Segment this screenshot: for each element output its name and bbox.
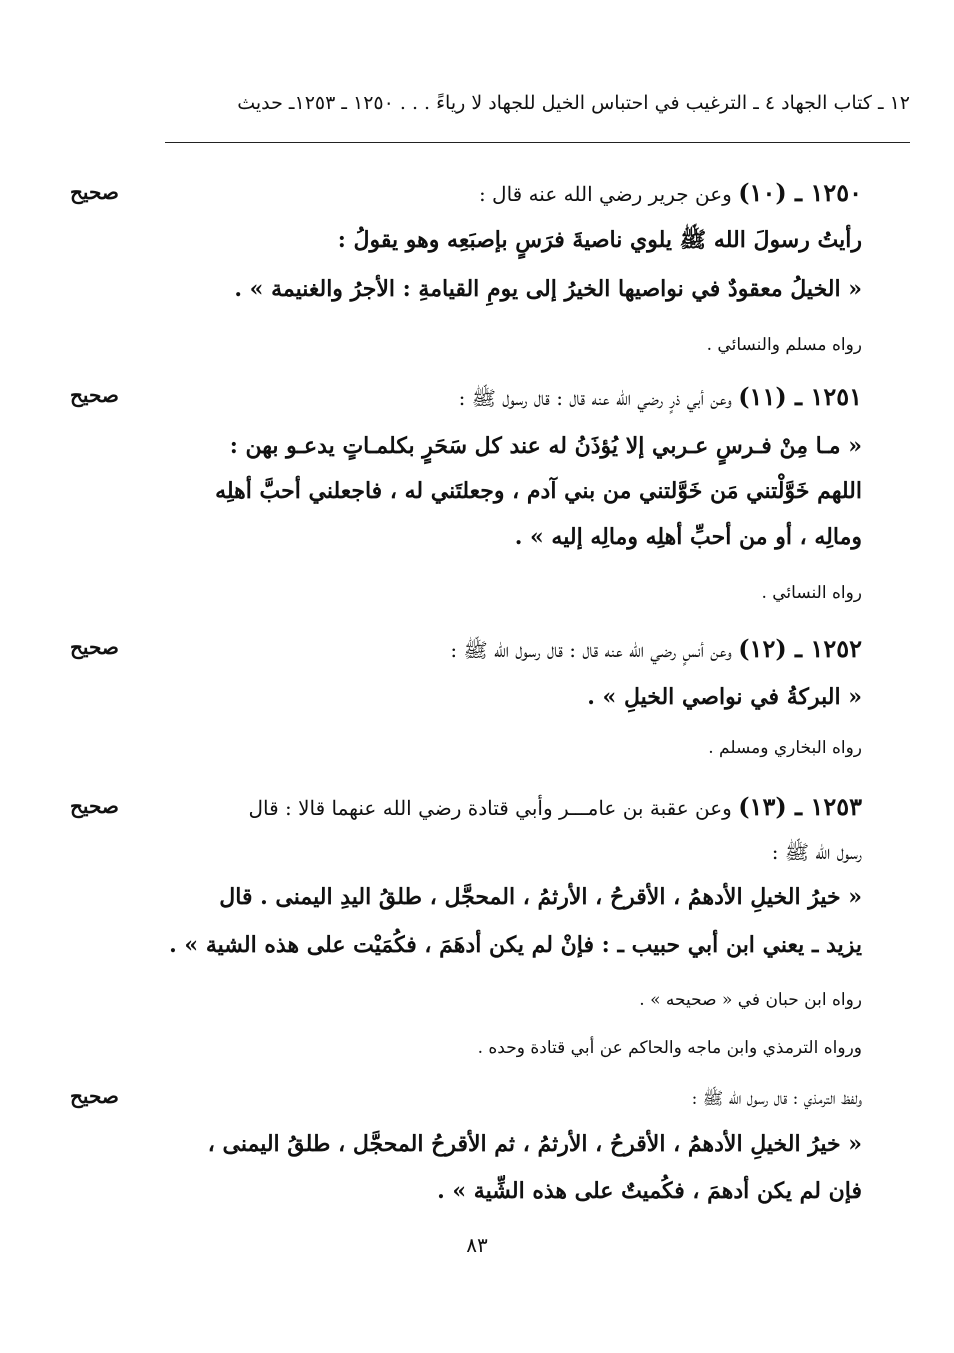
hadith-text-line: اللهم خَوَّلْتني مَن خَوَّلتني من بني آدم ، وجعلتَني له ، فاجعلني أحبَّ أهلِه [215, 478, 862, 504]
hadith-number: ١٢٥٠ ـ (١٠) [738, 178, 862, 207]
hadith-intro [479, 178, 862, 207]
hadith-narrator: وعن عقبة بن عامـــر وأبي قتادة رضي الله عنهما قالا : قال [248, 796, 732, 820]
hadith-number: ١٢٥٢ ـ (١٢) [738, 634, 862, 663]
hadith-text-line: فإن لم يكن أدهمَ ، فكُميتٌ على هذه الشِّية » . [437, 1178, 862, 1204]
hadith-text-line: ومالِه ، أو من أحبِّ أهلِه ومالِه إليه » . [514, 524, 862, 550]
hadith-narrator: وعن جرير رضي الله عنه قال : [478, 182, 732, 206]
hadith-source: رواه ابن حبان في « صحيحه » . [639, 990, 862, 1010]
hadith-text-line: « خيرُ الخيلِ الأدهمُ ، الأقرحُ ، الأرثمُ ، المحجَّل ، طلقُ اليدِ اليمنى . قال [219, 884, 862, 910]
hadith-source: رواه مسلم والنسائي . [706, 335, 862, 355]
hadith-number: ١٢٥٣ ـ (١٣) [738, 792, 862, 821]
hadith-source: رواه البخاري ومسلم . [708, 738, 862, 758]
hadith-text-line: « الخيلُ معقودٌ في نواصيها الخيرُ إلى يومِ القيامةِ : الأجرُ والغنيمة » . [234, 276, 862, 302]
hadith-intro [248, 792, 862, 821]
running-head: ١٢ ـ كتاب الجهاد ٤ ـ الترغيب في احتباس الخيل للجهاد لا رياءً . . . ١٢٥٠ ـ ١٢٥٣ـ حديث [237, 92, 910, 114]
header-rule [165, 142, 910, 143]
hadith-text-line: « البركةُ في نواصي الخيلِ » . [587, 684, 862, 710]
hadith-source: ورواه الترمذي وابن ماجه والحاكم عن أبي قتادة وحده . [477, 1038, 862, 1058]
page-number: ٨٣ [466, 1233, 488, 1257]
hadith-narrator: وعن أبي ذرٍ رضي الله عنه قال : قال رسول ﷺ : [458, 386, 732, 410]
grade-label: صحيح [70, 794, 119, 818]
hadith-number: ١٢٥١ ـ (١١) [738, 382, 862, 411]
grade-label: صحيح [70, 1084, 119, 1108]
hadith-intro [459, 382, 862, 415]
grade-label: صحيح [70, 635, 119, 659]
hadith-text-line: يزيد ـ يعني ابن أبي حبيب ـ : فإنْ لم يكن أدهَمَ ، فكُمَيْت على هذه الشية » . [169, 932, 862, 958]
hadith-text-line: « مـا مِنْ فـرسٍ عـربي إلا يُؤذَنُ له عند كل سَحَرٍ بكلمـاتٍ يدعـو بهن : [229, 433, 862, 459]
grade-label: صحيح [70, 383, 119, 407]
hadith-intro [450, 634, 862, 667]
hadith-text-line: « خيرُ الخيلِ الأدهمُ ، الأقرحُ ، الأرثمُ ، ثم الأقرحُ المحجَّل ، طلقُ اليمنى ، [207, 1131, 862, 1157]
hadith-text-line: رأيتُ رسولَ الله ﷺ يلوي ناصيةَ فرَسٍ بإصبَعِه وهو يقولُ : [337, 227, 862, 253]
hadith-source: رواه النسائي . [761, 583, 862, 603]
hadith-narrator-cont: رسول الله ﷺ : [771, 840, 862, 864]
hadith-narrator: وعن أنسٍ رضي الله عنه قال : قال رسول الله ﷺ : [450, 638, 732, 662]
variant-intro: ولفظ الترمذي : قال رسول الله ﷺ : [691, 1089, 862, 1109]
grade-label: صحيح [70, 180, 119, 204]
